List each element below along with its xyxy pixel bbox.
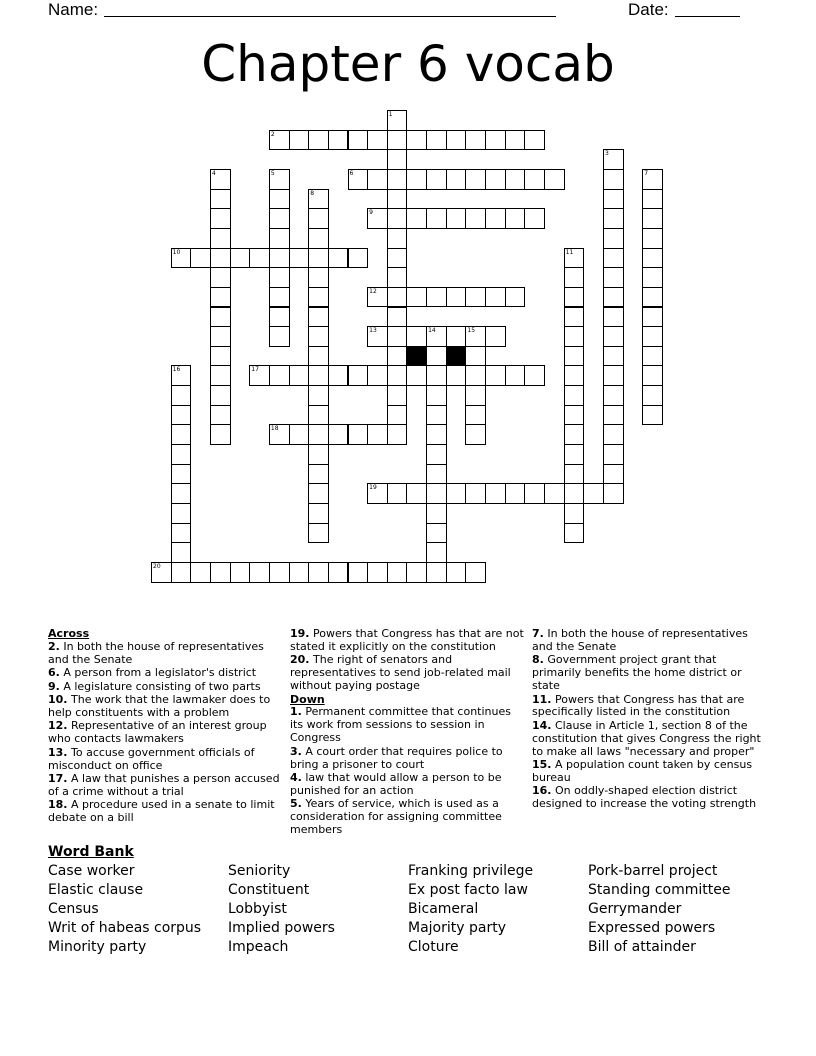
- word-bank-item: Elastic clause: [48, 882, 144, 898]
- grid-cell[interactable]: [269, 424, 290, 445]
- grid-cell[interactable]: [465, 287, 486, 308]
- grid-cell[interactable]: [603, 248, 624, 269]
- grid-cell[interactable]: [406, 562, 427, 583]
- grid-cell[interactable]: [505, 483, 526, 504]
- word-bank-item: Seniority: [228, 863, 291, 879]
- grid-cell[interactable]: [642, 405, 663, 426]
- across-clue: 6. A person from a legislator's district: [48, 666, 257, 680]
- grid-cell[interactable]: [485, 483, 506, 504]
- grid-cell[interactable]: [387, 365, 408, 386]
- grid-cell[interactable]: [642, 267, 663, 288]
- across-clue: 12. Representative of an interest group who contacts lawmakers: [48, 719, 267, 746]
- clue-number: 11: [565, 248, 574, 256]
- clues-column-3: [532, 628, 768, 812]
- grid-cell[interactable]: [367, 562, 388, 583]
- grid-cell[interactable]: [210, 228, 231, 249]
- grid-cell[interactable]: [210, 405, 231, 426]
- grid-cell[interactable]: [308, 562, 329, 583]
- grid-cell[interactable]: [171, 248, 192, 269]
- grid-cell[interactable]: [465, 424, 486, 445]
- grid-cell[interactable]: [308, 523, 329, 544]
- grid-cell[interactable]: [269, 267, 290, 288]
- grid-cell[interactable]: [603, 307, 624, 328]
- grid-cell[interactable]: [564, 346, 585, 367]
- across-clue: 10. The work that the lawmaker does to help constituents with a problem: [48, 693, 271, 719]
- grid-cell[interactable]: [505, 130, 526, 151]
- word-bank-item: Franking privilege: [408, 863, 534, 879]
- grid-cell[interactable]: [603, 483, 624, 504]
- grid-cell[interactable]: [308, 483, 329, 504]
- grid-cell[interactable]: [485, 365, 506, 386]
- grid-cell[interactable]: [171, 562, 192, 583]
- grid-cell[interactable]: [367, 169, 388, 190]
- grid-cell[interactable]: [387, 189, 408, 210]
- grid-cell[interactable]: [328, 248, 349, 269]
- grid-cell[interactable]: [465, 346, 486, 367]
- grid-cell[interactable]: [171, 483, 192, 504]
- grid-cell[interactable]: [171, 503, 192, 524]
- grid-cell[interactable]: [387, 307, 408, 328]
- grid-cell[interactable]: [564, 503, 585, 524]
- across-clue: 13. To accuse government officials of misconduct on office: [48, 745, 255, 772]
- grid-cell[interactable]: [387, 228, 408, 249]
- grid-cell[interactable]: [269, 562, 290, 583]
- grid-cell[interactable]: [603, 267, 624, 288]
- grid-cell[interactable]: [426, 287, 447, 308]
- grid-cell[interactable]: [505, 169, 526, 190]
- grid-cell[interactable]: [564, 287, 585, 308]
- grid-cell[interactable]: [642, 169, 663, 190]
- grid-cell[interactable]: [485, 130, 506, 151]
- grid-cell[interactable]: [171, 424, 192, 445]
- grid-cell[interactable]: [642, 346, 663, 367]
- grid-cell[interactable]: [426, 483, 447, 504]
- grid-cell[interactable]: [289, 365, 310, 386]
- down-clue: 11. Powers that Congress has that are specifically listed in the constitution: [532, 692, 745, 719]
- word-bank-item: Minority party: [48, 939, 147, 955]
- word-bank-item: Cloture: [408, 939, 459, 955]
- down-clue: 7. In both the house of representatives and the Senate: [532, 627, 748, 653]
- grid-cell[interactable]: [485, 326, 506, 347]
- grid-cell[interactable]: [387, 287, 408, 308]
- grid-cell[interactable]: [603, 326, 624, 347]
- word-bank-item: Case worker: [48, 863, 135, 879]
- header: [48, 0, 748, 20]
- word-bank-item: Constituent: [228, 882, 310, 898]
- grid-cell[interactable]: [603, 424, 624, 445]
- grid-cell[interactable]: [230, 562, 251, 583]
- grid-cell[interactable]: [210, 365, 231, 386]
- grid-cell[interactable]: [603, 405, 624, 426]
- clue-number: 5: [270, 169, 275, 177]
- grid-cell[interactable]: [642, 189, 663, 210]
- grid-cell[interactable]: [289, 248, 310, 269]
- grid-cell[interactable]: [465, 365, 486, 386]
- grid-cell[interactable]: [210, 248, 231, 269]
- grid-cell[interactable]: [210, 267, 231, 288]
- grid-cell[interactable]: [426, 208, 447, 229]
- black-square: [406, 346, 427, 367]
- grid-cell[interactable]: [603, 228, 624, 249]
- grid-cell[interactable]: [564, 424, 585, 445]
- grid-cell[interactable]: [269, 208, 290, 229]
- grid-cell[interactable]: [348, 169, 369, 190]
- grid-cell[interactable]: [564, 444, 585, 465]
- grid-cell[interactable]: [308, 189, 329, 210]
- grid-cell[interactable]: [544, 169, 565, 190]
- grid-cell[interactable]: [308, 287, 329, 308]
- grid-cell[interactable]: [308, 346, 329, 367]
- word-bank-item: Majority party: [408, 920, 506, 936]
- grid-cell[interactable]: [269, 248, 290, 269]
- grid-cell[interactable]: [485, 169, 506, 190]
- grid-cell[interactable]: [387, 346, 408, 367]
- grid-cell[interactable]: [308, 503, 329, 524]
- clue-number: 1: [388, 111, 393, 118]
- grid-cell[interactable]: [465, 326, 486, 347]
- grid-cell[interactable]: [328, 424, 349, 445]
- grid-cell[interactable]: [308, 405, 329, 426]
- grid-cell[interactable]: [642, 287, 663, 308]
- across-clue: 20. The right of senators and representatives to send job-related mail without paying postage: [290, 653, 511, 693]
- grid-cell[interactable]: [387, 424, 408, 445]
- grid-cell[interactable]: [426, 444, 447, 465]
- down-clue: 16. On oddly-shaped election district designed to increase the voting strength: [532, 784, 757, 811]
- clue-number: 12: [369, 287, 377, 295]
- grid-cell[interactable]: [544, 483, 565, 504]
- grid-cell[interactable]: [564, 464, 585, 485]
- grid-cell[interactable]: [367, 130, 388, 151]
- grid-cell[interactable]: [348, 424, 369, 445]
- word-bank-item: Pork-barrel project: [588, 863, 718, 879]
- grid-cell[interactable]: [387, 248, 408, 269]
- grid-cell[interactable]: [171, 405, 192, 426]
- grid-cell[interactable]: [603, 365, 624, 386]
- grid-cell[interactable]: [603, 385, 624, 406]
- grid-cell[interactable]: [210, 346, 231, 367]
- grid-cell[interactable]: [426, 405, 447, 426]
- grid-cell[interactable]: [387, 130, 408, 151]
- grid-cell[interactable]: [387, 483, 408, 504]
- clue-number: 6: [349, 169, 354, 177]
- grid-cell[interactable]: [289, 562, 310, 583]
- grid-cell[interactable]: [446, 208, 467, 229]
- grid-cell[interactable]: [289, 424, 310, 445]
- grid-cell[interactable]: [603, 149, 624, 170]
- grid-cell[interactable]: [446, 365, 467, 386]
- grid-cell[interactable]: [603, 287, 624, 308]
- grid-cell[interactable]: [642, 365, 663, 386]
- grid-cell[interactable]: [269, 169, 290, 190]
- grid-cell[interactable]: [465, 130, 486, 151]
- grid-cell[interactable]: [603, 189, 624, 210]
- grid-cell[interactable]: [564, 385, 585, 406]
- down-clue: 15. A population count taken by census bureau: [532, 758, 753, 784]
- grid-cell[interactable]: [387, 110, 408, 131]
- grid-cell[interactable]: [387, 562, 408, 583]
- grid-cell[interactable]: [171, 444, 192, 465]
- grid-cell[interactable]: [406, 130, 427, 151]
- grid-cell[interactable]: [230, 248, 251, 269]
- grid-cell[interactable]: [564, 523, 585, 544]
- grid-cell[interactable]: [426, 346, 447, 367]
- grid-cell[interactable]: [249, 562, 270, 583]
- grid-cell[interactable]: [603, 208, 624, 229]
- grid-cell[interactable]: [308, 424, 329, 445]
- clue-number: 16: [172, 366, 181, 374]
- grid-cell[interactable]: [269, 287, 290, 308]
- grid-cell[interactable]: [446, 483, 467, 504]
- clue-number: 3: [604, 150, 609, 158]
- grid-cell[interactable]: [269, 365, 290, 386]
- grid-cell[interactable]: [505, 365, 526, 386]
- grid-cell[interactable]: [406, 365, 427, 386]
- grid-cell[interactable]: [446, 130, 467, 151]
- grid-cell[interactable]: [308, 307, 329, 328]
- clue-number: 7: [644, 169, 649, 177]
- down-clue: 3. A court order that requires police to bring a prisoner to court: [290, 744, 503, 771]
- word-bank-item: Census: [48, 901, 99, 917]
- clue-number: 4: [211, 169, 216, 177]
- grid-cell[interactable]: [367, 483, 388, 504]
- grid-cell[interactable]: [406, 483, 427, 504]
- grid-cell[interactable]: [210, 189, 231, 210]
- grid-cell[interactable]: [308, 365, 329, 386]
- grid-cell[interactable]: [308, 267, 329, 288]
- grid-cell[interactable]: [367, 365, 388, 386]
- grid-cell[interactable]: [190, 248, 211, 269]
- grid-cell[interactable]: [367, 424, 388, 445]
- grid-cell[interactable]: [308, 130, 329, 151]
- clue-number: 9: [369, 209, 373, 217]
- word-bank-item: Bicameral: [408, 901, 479, 917]
- grid-cell[interactable]: [603, 464, 624, 485]
- grid-cell[interactable]: [446, 287, 467, 308]
- grid-cell[interactable]: [171, 464, 192, 485]
- grid-cell[interactable]: [642, 248, 663, 269]
- grid-cell[interactable]: [348, 365, 369, 386]
- black-square: [446, 346, 467, 367]
- grid-cell[interactable]: [426, 169, 447, 190]
- grid-cell[interactable]: [426, 542, 447, 563]
- down-clue: 1. Permanent committee that continues its work from sessions to session in Congress: [290, 705, 511, 745]
- grid-cell[interactable]: [269, 130, 290, 151]
- clue-number: 19: [369, 484, 377, 492]
- grid-cell[interactable]: [465, 405, 486, 426]
- clue-number: 2: [270, 130, 275, 138]
- grid-cell[interactable]: [603, 346, 624, 367]
- grid-cell[interactable]: [210, 326, 231, 347]
- word-bank-item: Impeach: [228, 939, 289, 955]
- word-bank-item: Expressed powers: [588, 920, 716, 936]
- grid-cell[interactable]: [308, 444, 329, 465]
- grid-cell[interactable]: [524, 169, 545, 190]
- grid-cell[interactable]: [308, 208, 329, 229]
- grid-cell[interactable]: [308, 326, 329, 347]
- grid-cell[interactable]: [426, 503, 447, 524]
- grid-cell[interactable]: [564, 483, 585, 504]
- grid-cell[interactable]: [465, 385, 486, 406]
- grid-cell[interactable]: [465, 562, 486, 583]
- grid-cell[interactable]: [505, 208, 526, 229]
- grid-cell[interactable]: [210, 424, 231, 445]
- clue-number: 15: [467, 327, 476, 335]
- grid-cell[interactable]: [308, 464, 329, 485]
- grid-cell[interactable]: [348, 562, 369, 583]
- grid-cell[interactable]: [524, 208, 545, 229]
- grid-cell[interactable]: [564, 267, 585, 288]
- grid-cell[interactable]: [289, 130, 310, 151]
- grid-cell[interactable]: [210, 562, 231, 583]
- grid-cell[interactable]: [446, 562, 467, 583]
- grid-cell[interactable]: [426, 523, 447, 544]
- grid-cell[interactable]: [603, 169, 624, 190]
- grid-cell[interactable]: [426, 562, 447, 583]
- clues-column-2: [290, 628, 526, 838]
- grid-cell[interactable]: [642, 326, 663, 347]
- grid-cell[interactable]: [465, 483, 486, 504]
- across-clue: 17. A law that punishes a person accused of a crime without a trial: [48, 771, 280, 798]
- grid-cell[interactable]: [406, 326, 427, 347]
- down-clue: 14. Clause in Article 1, section 8 of the constitution that gives Congress the right to make all laws "necessary and proper": [532, 718, 761, 758]
- grid-cell[interactable]: [210, 307, 231, 328]
- grid-cell[interactable]: [426, 385, 447, 406]
- grid-cell[interactable]: [367, 287, 388, 308]
- grid-cell[interactable]: [308, 248, 329, 269]
- grid-cell[interactable]: [642, 228, 663, 249]
- across-clue: 2. In both the house of representatives and the Senate: [48, 639, 264, 666]
- clue-number: 20: [153, 562, 161, 570]
- grid-cell[interactable]: [308, 385, 329, 406]
- grid-cell[interactable]: [171, 385, 192, 406]
- word-bank-item: Implied powers: [228, 920, 335, 936]
- down-clue: 5. Years of service, which is used as a consideration for assigning committee members: [290, 797, 502, 837]
- grid-cell[interactable]: [367, 326, 388, 347]
- clue-number: 18: [270, 425, 279, 433]
- across-clue: 18. A procedure used in a senate to limit debate on a bill: [48, 798, 275, 825]
- grid-cell[interactable]: [564, 248, 585, 269]
- down-clue: 8. Government project grant that primarily benefits the home district or state: [532, 653, 742, 693]
- grid-cell[interactable]: [524, 365, 545, 386]
- word-bank-item: Gerrymander: [588, 901, 682, 917]
- grid-cell[interactable]: [269, 307, 290, 328]
- down-heading: Down: [290, 692, 325, 706]
- grid-cell[interactable]: [505, 287, 526, 308]
- name-label: Name:: [48, 0, 99, 19]
- grid-cell[interactable]: [426, 365, 447, 386]
- clue-number: 13: [369, 327, 377, 335]
- grid-cell[interactable]: [446, 326, 467, 347]
- across-heading: Across: [48, 627, 90, 640]
- grid-cell[interactable]: [387, 405, 408, 426]
- grid-cell[interactable]: [524, 130, 545, 151]
- grid-cell[interactable]: [387, 169, 408, 190]
- grid-cell[interactable]: [564, 365, 585, 386]
- grid-cell[interactable]: [190, 562, 211, 583]
- grid-cell[interactable]: [348, 130, 369, 151]
- grid-cell[interactable]: [426, 464, 447, 485]
- grid-cell[interactable]: [171, 523, 192, 544]
- clues-column-1: [48, 628, 280, 826]
- grid-cell[interactable]: [210, 208, 231, 229]
- across-clue: 9. A legislature consisting of two parts: [48, 679, 261, 693]
- word-bank-item: Ex post facto law: [408, 882, 528, 898]
- grid-cell[interactable]: [348, 248, 369, 269]
- grid-cell[interactable]: [603, 444, 624, 465]
- grid-cell[interactable]: [210, 385, 231, 406]
- grid-cell[interactable]: [269, 326, 290, 347]
- grid-cell[interactable]: [583, 483, 604, 504]
- name-field[interactable]: [104, 16, 556, 17]
- grid-cell[interactable]: [387, 208, 408, 229]
- grid-cell[interactable]: [564, 307, 585, 328]
- grid-cell[interactable]: [151, 562, 172, 583]
- grid-cell[interactable]: [465, 208, 486, 229]
- word-bank-item: Lobbyist: [228, 901, 287, 917]
- word-bank-item: Bill of attainder: [588, 939, 696, 955]
- grid-cell[interactable]: [171, 365, 192, 386]
- grid-cell[interactable]: [210, 287, 231, 308]
- grid-cell[interactable]: [564, 326, 585, 347]
- date-field[interactable]: [675, 16, 740, 17]
- across-clue: 19. Powers that Congress has that are not stated it explicitly on the constitution: [290, 627, 524, 653]
- clue-number: 8: [310, 189, 315, 197]
- grid-cell[interactable]: [426, 130, 447, 151]
- grid-cell[interactable]: [446, 169, 467, 190]
- grid-cell[interactable]: [308, 228, 329, 249]
- clue-number: 14: [428, 327, 436, 335]
- grid-cell[interactable]: [426, 424, 447, 445]
- clue-number: 17: [251, 366, 259, 374]
- grid-cell[interactable]: [269, 228, 290, 249]
- grid-cell[interactable]: [465, 169, 486, 190]
- date-label: Date:: [628, 0, 669, 19]
- grid-cell[interactable]: [406, 169, 427, 190]
- grid-cell[interactable]: [249, 248, 270, 269]
- grid-cell[interactable]: [328, 562, 349, 583]
- clue-number: 10: [172, 248, 181, 256]
- word-bank-item: Writ of habeas corpus: [48, 920, 202, 936]
- page-title: Chapter 6 vocab: [201, 35, 615, 93]
- grid-cell[interactable]: [387, 149, 408, 170]
- grid-cell[interactable]: [642, 208, 663, 229]
- word-bank-item: Standing committee: [588, 882, 731, 898]
- grid-cell[interactable]: [642, 307, 663, 328]
- grid-cell[interactable]: [426, 326, 447, 347]
- grid-cell[interactable]: [367, 208, 388, 229]
- grid-cell[interactable]: [524, 483, 545, 504]
- grid-cell[interactable]: [564, 405, 585, 426]
- grid-cell[interactable]: [387, 326, 408, 347]
- word-bank-title: Word Bank: [48, 844, 134, 860]
- grid-cell[interactable]: [642, 385, 663, 406]
- grid-cell[interactable]: [406, 287, 427, 308]
- grid-cell[interactable]: [328, 365, 349, 386]
- grid-cell[interactable]: [328, 130, 349, 151]
- grid-cell[interactable]: [387, 385, 408, 406]
- down-clue: 4. law that would allow a person to be punished for an action: [290, 770, 502, 797]
- grid-cell[interactable]: [406, 208, 427, 229]
- grid-cell[interactable]: [485, 287, 506, 308]
- grid-cell[interactable]: [249, 365, 270, 386]
- grid-cell[interactable]: [485, 208, 506, 229]
- grid-cell[interactable]: [171, 542, 192, 563]
- grid-cell[interactable]: [387, 267, 408, 288]
- grid-cell[interactable]: [269, 189, 290, 210]
- grid-cell[interactable]: [210, 169, 231, 190]
